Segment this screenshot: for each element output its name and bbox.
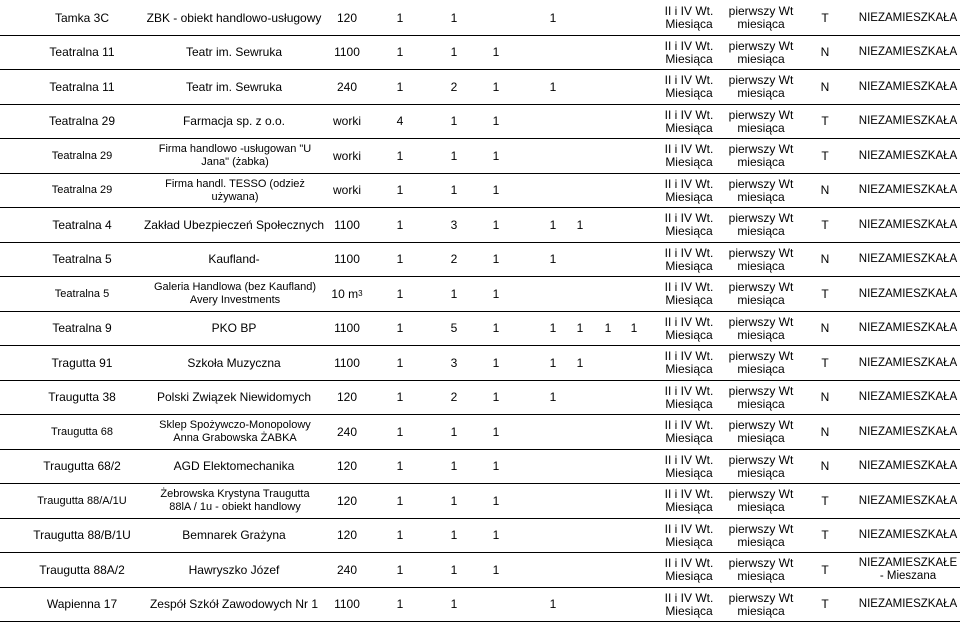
occupancy-status-cell: NIEZAMIESZKAŁA <box>858 184 958 197</box>
flag-cell: N <box>820 252 830 267</box>
collection-week-cell: pierwszy Wt miesiąca <box>728 556 794 584</box>
value-cell: 1 <box>396 183 404 198</box>
table-row <box>0 208 960 243</box>
table-row <box>0 174 960 209</box>
value-cell: 1 <box>549 355 557 370</box>
collection-week-cell: pierwszy Wt miesiąca <box>728 383 794 411</box>
table-row <box>0 450 960 485</box>
value-cell: 120 <box>336 390 358 405</box>
value-cell: 1 <box>396 217 404 232</box>
value-cell: 1 <box>492 286 500 301</box>
collection-rhythm-cell: II i IV Wt. Miesiąca <box>664 556 714 584</box>
occupancy-status-cell: NIEZAMIESZKAŁA <box>858 391 958 404</box>
table-row <box>0 415 960 450</box>
value-cell: 1 <box>396 493 404 508</box>
value-cell: 1 <box>396 79 404 94</box>
flag-cell: N <box>820 459 830 474</box>
collection-rhythm-cell: II i IV Wt. Miesiąca <box>664 590 714 618</box>
value-cell: 1 <box>396 355 404 370</box>
business-name-cell: Firma handlowo -usługowan "U Jana" (żabka) <box>158 143 312 169</box>
occupancy-status-cell: NIEZAMIESZKAŁA <box>858 253 958 266</box>
value-cell: 1 <box>549 597 557 612</box>
collection-week-cell: pierwszy Wt miesiąca <box>728 590 794 618</box>
business-name-cell: Zakład Ubezpieczeń Społecznych <box>143 217 325 232</box>
value-cell: 1 <box>492 114 500 129</box>
value-cell: 2 <box>450 252 458 267</box>
collection-week-cell: pierwszy Wt miesiąca <box>728 521 794 549</box>
value-cell: 4 <box>396 114 404 129</box>
business-name-cell: AGD Elektomechanika <box>173 459 295 474</box>
value-cell: 240 <box>336 79 358 94</box>
street-cell: Traugutta 88A/2 <box>39 562 125 577</box>
value-cell: 1 <box>450 183 458 198</box>
value-cell: 1 <box>396 597 404 612</box>
occupancy-status-cell: NIEZAMIESZKAŁA <box>858 46 958 59</box>
business-name-cell: Galeria Handlowa (bez Kaufland) Avery Investments <box>153 281 317 307</box>
table-row <box>0 553 960 588</box>
business-name-cell: Firma handl. TESSO (odzież używana) <box>165 177 305 203</box>
table-row <box>0 588 960 623</box>
collection-rhythm-cell: II i IV Wt. Miesiąca <box>664 245 714 273</box>
occupancy-status-cell: NIEZAMIESZKAŁA <box>858 149 958 162</box>
flag-cell: T <box>821 562 829 577</box>
table-row <box>0 484 960 519</box>
flag-cell: T <box>821 148 829 163</box>
collection-rhythm-cell: II i IV Wt. Miesiąca <box>664 280 714 308</box>
value-cell: 1 <box>549 390 557 405</box>
value-cell: 120 <box>336 10 358 25</box>
value-cell: 1100 <box>334 217 360 232</box>
street-cell: Teatralna 11 <box>49 45 115 60</box>
value-cell: 1100 <box>334 45 360 60</box>
collection-week-cell: pierwszy Wt miesiąca <box>728 38 794 66</box>
value-cell: 2 <box>450 390 458 405</box>
occupancy-status-cell: NIEZAMIESZKAŁA <box>858 287 958 300</box>
value-cell: worki <box>332 148 361 163</box>
collection-week-cell: pierwszy Wt miesiąca <box>728 107 794 135</box>
table-row <box>0 70 960 105</box>
value-cell: 1 <box>396 321 404 336</box>
occupancy-status-cell: NIEZAMIESZKAŁE - Mieszana <box>858 557 958 583</box>
value-cell: 2 <box>450 79 458 94</box>
value-cell: 1 <box>450 424 458 439</box>
street-cell: Teatralna 29 <box>51 184 113 197</box>
value-cell: 1100 <box>334 597 360 612</box>
table-row <box>0 1 960 36</box>
collection-week-cell: pierwszy Wt miesiąca <box>728 349 794 377</box>
collection-week-cell: pierwszy Wt miesiąca <box>728 211 794 239</box>
value-cell: 1 <box>396 10 404 25</box>
table-row <box>0 139 960 174</box>
value-cell: 1 <box>450 493 458 508</box>
flag-cell: T <box>821 10 829 25</box>
business-name-cell: Polski Związek Niewidomych <box>156 390 312 405</box>
value-cell: 240 <box>336 424 358 439</box>
value-cell: 1 <box>450 286 458 301</box>
table-row <box>0 36 960 71</box>
business-name-cell: Sklep Spożywczo-Monopolowy Anna Grabowska ŻABKA <box>159 419 311 445</box>
occupancy-status-cell: NIEZAMIESZKAŁA <box>858 80 958 93</box>
flag-cell: N <box>820 45 830 60</box>
flag-cell: N <box>820 79 830 94</box>
flag-cell: N <box>820 390 830 405</box>
value-cell: 1 <box>396 459 404 474</box>
value-cell: 1 <box>492 252 500 267</box>
street-cell: Traugutta 88/B/1U <box>33 528 131 543</box>
flag-cell: N <box>820 183 830 198</box>
business-name-cell: ZBK - obiekt handlowo-usługowy <box>146 10 322 25</box>
value-cell: 3 <box>450 217 458 232</box>
value-cell: 1 <box>450 597 458 612</box>
collection-week-cell: pierwszy Wt miesiąca <box>728 487 794 515</box>
flag-cell: T <box>821 528 829 543</box>
table-row <box>0 277 960 312</box>
business-name-cell: PKO BP <box>211 321 257 336</box>
flag-cell: T <box>821 597 829 612</box>
value-cell: 1 <box>450 45 458 60</box>
value-cell: 1 <box>450 562 458 577</box>
value-cell: 1 <box>450 528 458 543</box>
table-row <box>0 312 960 347</box>
flag-cell: T <box>821 355 829 370</box>
value-cell: 1 <box>576 321 584 336</box>
collection-week-cell: pierwszy Wt miesiąca <box>728 245 794 273</box>
value-cell: 1 <box>450 459 458 474</box>
collection-week-cell: pierwszy Wt miesiąca <box>728 418 794 446</box>
value-cell: 1 <box>492 424 500 439</box>
collection-rhythm-cell: II i IV Wt. Miesiąca <box>664 487 714 515</box>
value-cell: 1 <box>549 217 557 232</box>
value-cell: 1 <box>450 10 458 25</box>
flag-cell: T <box>821 114 829 129</box>
value-cell: worki <box>332 183 361 198</box>
table-row <box>0 105 960 140</box>
occupancy-status-cell: NIEZAMIESZKAŁA <box>858 529 958 542</box>
occupancy-status-cell: NIEZAMIESZKAŁA <box>858 322 958 335</box>
value-cell: 3 <box>450 355 458 370</box>
value-cell: worki <box>332 114 361 129</box>
flag-cell: T <box>821 217 829 232</box>
occupancy-status-cell: NIEZAMIESZKAŁA <box>858 598 958 611</box>
street-cell: Teatralna 5 <box>54 287 110 300</box>
collection-week-cell: pierwszy Wt miesiąca <box>728 4 794 32</box>
collection-rhythm-cell: II i IV Wt. Miesiąca <box>664 349 714 377</box>
street-cell: Wapienna 17 <box>46 597 118 612</box>
street-cell: Teatralna 29 <box>48 114 116 129</box>
business-name-cell: Teatr im. Sewruka <box>185 79 283 94</box>
flag-cell: N <box>820 424 830 439</box>
collection-rhythm-cell: II i IV Wt. Miesiąca <box>664 73 714 101</box>
business-name-cell: Hawryszko Józef <box>188 562 280 577</box>
value-cell: 120 <box>336 493 358 508</box>
street-cell: Teatralna 11 <box>49 79 115 94</box>
collection-rhythm-cell: II i IV Wt. Miesiąca <box>664 452 714 480</box>
value-cell: 1 <box>549 321 557 336</box>
occupancy-status-cell: NIEZAMIESZKAŁA <box>858 356 958 369</box>
value-cell: 1 <box>396 148 404 163</box>
street-cell: Traugutta 38 <box>48 390 116 405</box>
value-cell: 1 <box>492 217 500 232</box>
value-cell: 120 <box>336 459 358 474</box>
value-cell: 5 <box>450 321 458 336</box>
value-cell: 1 <box>396 562 404 577</box>
value-cell: 1 <box>396 390 404 405</box>
business-name-cell: Teatr im. Sewruka <box>185 45 283 60</box>
collection-week-cell: pierwszy Wt miesiąca <box>728 142 794 170</box>
value-cell: 1100 <box>334 355 360 370</box>
value-cell: 1 <box>492 355 500 370</box>
street-cell: Tamka 3C <box>54 10 110 25</box>
value-cell: 1 <box>450 148 458 163</box>
collection-rhythm-cell: II i IV Wt. Miesiąca <box>664 314 714 342</box>
business-name-cell: Farmacja sp. z o.o. <box>182 114 286 129</box>
collection-week-cell: pierwszy Wt miesiąca <box>728 314 794 342</box>
occupancy-status-cell: NIEZAMIESZKAŁA <box>858 460 958 473</box>
value-cell: 1 <box>492 459 500 474</box>
business-name-cell: Kaufland- <box>208 252 260 267</box>
table-row <box>0 519 960 554</box>
occupancy-status-cell: NIEZAMIESZKAŁA <box>858 494 958 507</box>
value-cell: 1 <box>396 424 404 439</box>
business-name-cell: Żebrowska Krystyna Traugutta 88lA / 1u - obiekt handlowy <box>160 488 310 514</box>
value-cell: 10 m 3 <box>331 286 363 301</box>
business-name-cell: Zespół Szkół Zawodowych Nr 1 <box>149 597 319 612</box>
value-cell: 1 <box>450 114 458 129</box>
table-row <box>0 381 960 416</box>
business-name-cell: Szkoła Muzyczna <box>187 355 281 370</box>
collection-rhythm-cell: II i IV Wt. Miesiąca <box>664 521 714 549</box>
value-cell: 1 <box>549 10 557 25</box>
table-row <box>0 346 960 381</box>
value-cell: 120 <box>336 528 358 543</box>
collection-rhythm-cell: II i IV Wt. Miesiąca <box>664 38 714 66</box>
value-cell: 1 <box>492 183 500 198</box>
collection-rhythm-cell: II i IV Wt. Miesiąca <box>664 418 714 446</box>
value-cell: 240 <box>336 562 358 577</box>
value-cell: 1 <box>576 355 584 370</box>
value-cell: 1100 <box>334 252 360 267</box>
value-cell: 1 <box>492 390 500 405</box>
occupancy-status-cell: NIEZAMIESZKAŁA <box>858 115 958 128</box>
collection-rhythm-cell: II i IV Wt. Miesiąca <box>664 383 714 411</box>
value-cell: 1 <box>576 217 584 232</box>
collection-rhythm-cell: II i IV Wt. Miesiąca <box>664 142 714 170</box>
value-cell: 1 <box>604 321 612 336</box>
collection-week-cell: pierwszy Wt miesiąca <box>728 452 794 480</box>
value-cell: 1 <box>549 252 557 267</box>
value-cell: 1 <box>492 562 500 577</box>
street-cell: Teatralna 29 <box>51 149 113 162</box>
table-row <box>0 243 960 278</box>
value-cell: 1 <box>549 79 557 94</box>
flag-cell: T <box>821 493 829 508</box>
value-cell: 1 <box>396 286 404 301</box>
value-cell: 1 <box>396 528 404 543</box>
value-cell: 1 <box>396 45 404 60</box>
street-cell: Tragutta 91 <box>51 355 113 370</box>
value-cell: 1 <box>492 45 500 60</box>
occupancy-status-cell: NIEZAMIESZKAŁA <box>858 11 958 24</box>
street-cell: Teatralna 9 <box>52 321 112 336</box>
flag-cell: T <box>821 286 829 301</box>
street-cell: Traugutta 68 <box>51 425 113 438</box>
collection-week-cell: pierwszy Wt miesiąca <box>728 280 794 308</box>
collection-week-cell: pierwszy Wt miesiąca <box>728 176 794 204</box>
business-name-cell: Bemnarek Grażyna <box>182 528 286 543</box>
collection-rhythm-cell: II i IV Wt. Miesiąca <box>664 107 714 135</box>
value-cell: 1 <box>492 79 500 94</box>
value-cell: 1 <box>492 493 500 508</box>
value-cell: 1 <box>630 321 638 336</box>
occupancy-status-cell: NIEZAMIESZKAŁA <box>858 218 958 231</box>
street-cell: Traugutta 68/2 <box>43 459 121 474</box>
value-cell: 1 <box>492 148 500 163</box>
street-cell: Teatralna 4 <box>52 217 112 232</box>
flag-cell: N <box>820 321 830 336</box>
value-cell: 1 <box>396 252 404 267</box>
collection-rhythm-cell: II i IV Wt. Miesiąca <box>664 4 714 32</box>
value-cell: 1 <box>492 321 500 336</box>
collection-week-cell: pierwszy Wt miesiąca <box>728 73 794 101</box>
value-cell: 1 <box>492 528 500 543</box>
value-cell: 1100 <box>334 321 360 336</box>
collection-rhythm-cell: II i IV Wt. Miesiąca <box>664 176 714 204</box>
street-cell: Traugutta 88/A/1U <box>37 494 127 507</box>
collection-rhythm-cell: II i IV Wt. Miesiąca <box>664 211 714 239</box>
occupancy-status-cell: NIEZAMIESZKAŁA <box>858 425 958 438</box>
street-cell: Teatralna 5 <box>52 252 112 267</box>
